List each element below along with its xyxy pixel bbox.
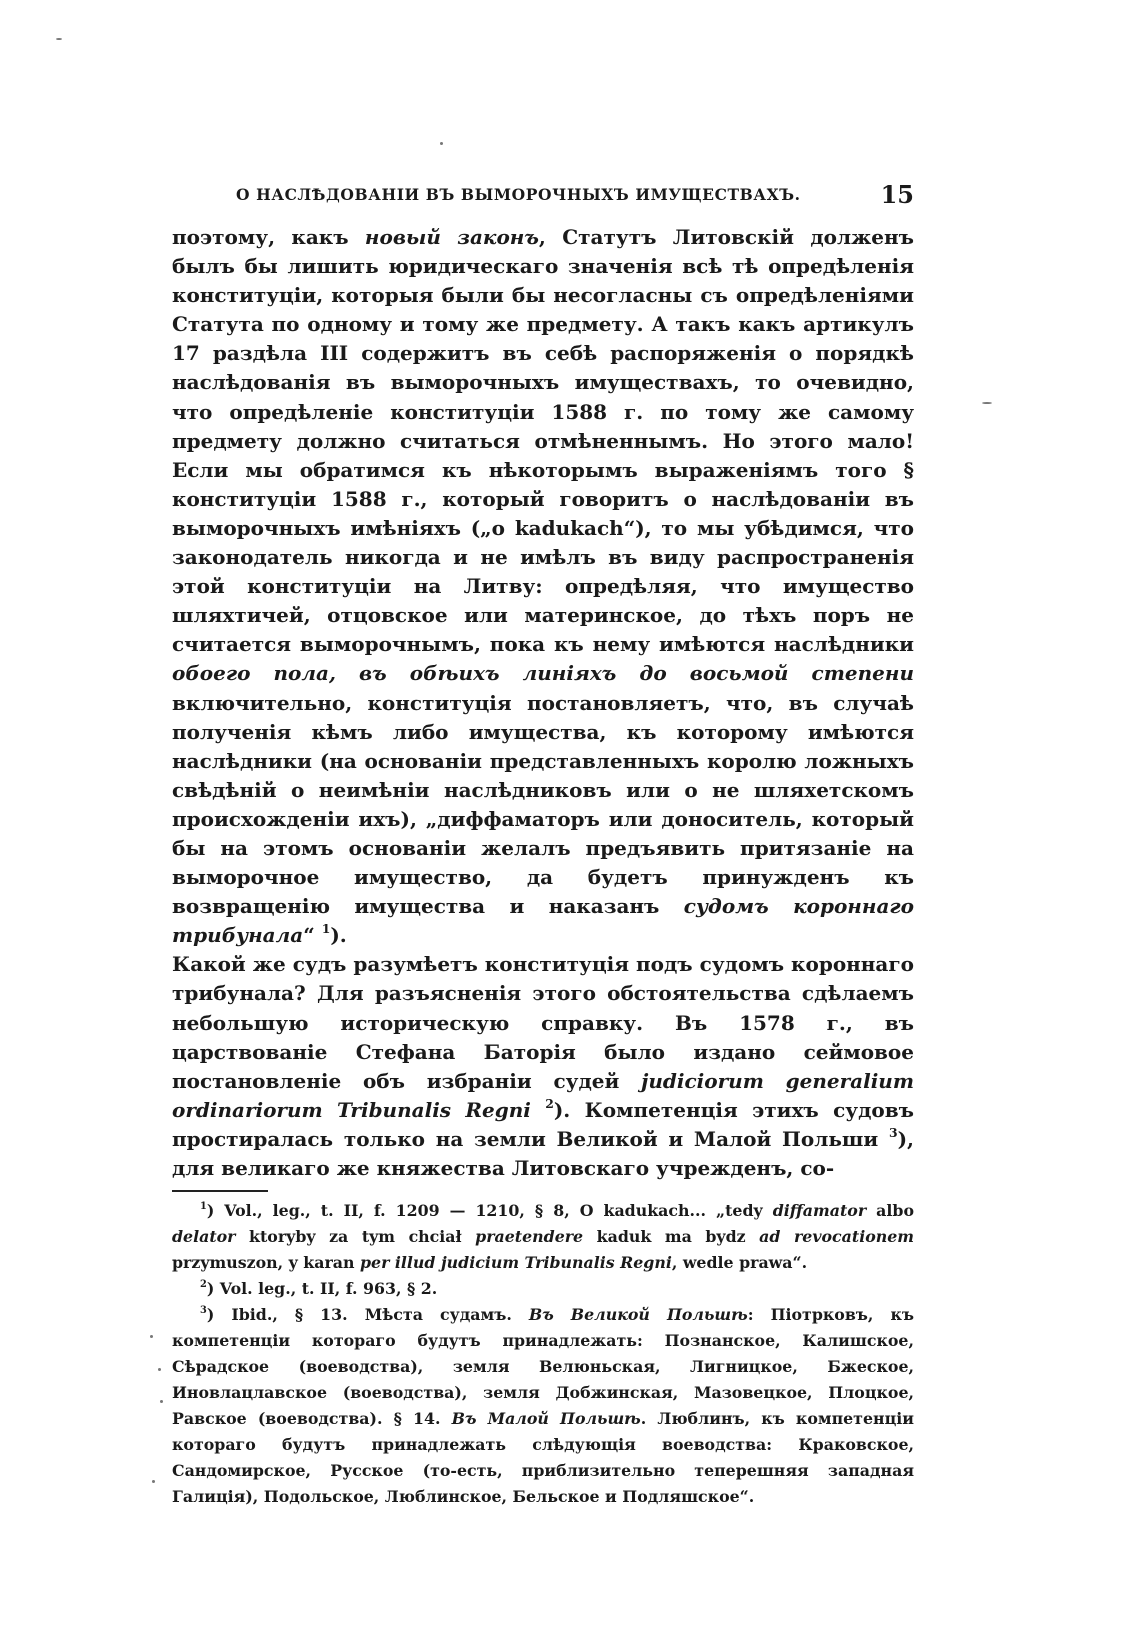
footnote-1: $^1$) Vol., leg., t. II, f. 1209 — 1210, § 8, O kadukach... „tedy diffamator albo delator ktoryby za tym chciał praetendere kaduk ma bydz ad revocationem przymuszon, y karan per illud judicium Tribunalis Regni, wedle prawa“. [172,1200,914,1273]
scan-speck [150,1335,153,1338]
scan-speck [56,38,62,40]
scan-speck [982,402,992,404]
footnotes [172,1198,914,1510]
paragraph-1: поэтому, какъ новый законъ, Статутъ Литовскій долженъ былъ бы лишить юридическаго значенія всѣ тѣ опредѣленія конституціи, которыя были бы несогласны съ опредѣленіями Статута по одному и тому же предмету. А такъ какъ артикулъ 17 раздѣла III содержитъ въ себѣ распоряженія о порядкѣ наслѣдованія въ выморочныхъ имуществахъ, то очевидно, что опредѣленіе конституціи 1588 г. по тому же самому предмету должно считаться отмѣненнымъ. Но этого мало! Если мы обратимся къ нѣкоторымъ выраженіямъ того § конституціи 1588 г., который говоритъ о наслѣдованіи въ выморочныхъ имѣніяхъ („o kadukach“), то мы убѣдимся, что законодатель никогда и не имѣлъ въ виду распространенія этой конституціи на Литву: опредѣляя, что имущество шляхтичей, отцовское или материнское, до тѣхъ поръ не считается выморочнымъ, пока къ нему имѣются наслѣдники обоего пола, въ обѣихъ линіяхъ до восьмой степени включительно, конституція постановляетъ, что, въ случаѣ полученія кѣмъ либо имущества, къ которому имѣются наслѣдники (на основаніи представленныхъ королю ложныхъ свѣдѣній о неимѣніи наслѣдниковъ или о не шляхетскомъ происхожденіи ихъ), „диффаматоръ или доноситель, который бы на этомъ основаніи желалъ предъявить притязаніе на выморочное имущество, да будетъ принужденъ къ возвращенію имущества и наказанъ судомъ короннаго трибунала“ $^1$). [172,225,915,948]
scan-speck [160,1400,163,1403]
scan-speck [152,1480,155,1483]
footnote-3: $^3$) Ibid., § 13. Мѣста судамъ. Въ Великой Польшѣ: Піотрковъ, къ компетенціи котораго будутъ принадлежать: Познанское, Калишское, Сѣрадское (воеводства), земля Велюньская, Лигницкое, Бжеское, Иновлацлавское (воеводства), земля Добжинская, Мазовецкое, Плоцкое, Равское (воеводства). § 14. Въ Малой Польшѣ. Люблинъ, къ компетенціи котораго будутъ принадлежать слѣдующія воеводства: Краковское, Сандомирское, Русское (то-есть, приблизительно теперешняя западная Галиція), Подольское, Люблинское, Бельское и Подляшское“. [172,1304,914,1507]
footnote-separator [172,1190,268,1192]
running-head [172,180,914,213]
footnote-2: $^2$) Vol. leg., t. II, f. 963, § 2. [200,1278,438,1299]
body-text [172,223,914,1183]
footnote-ref-2[interactable]: 2 [545,1095,554,1111]
book-page [172,180,915,1510]
paragraph-2: Какой же судъ разумѣетъ конституція подъ судомъ короннаго трибунала? Для разъясненія этого обстоятельства сдѣлаемъ небольшую историческую справку. Въ 1578 г., въ царствованіе Стефана Баторія было издано сеймовое постановленіе объ избраніи судей judiciorum generalium ordinariorum Tribunalis Regni $^2$). Компетенція этихъ судовъ простиралась только на земли Великой и Малой Польши $^3$), для великаго же княжества Литовскаго учрежденъ, со- [172,952,915,1180]
running-title: О НАСЛѢДОВАНІИ ВЪ ВЫМОРОЧНЫХЪ ИМУЩЕСТВАХЪ. [236,185,801,204]
scan-speck [158,1368,161,1371]
footnote-ref-1[interactable]: 1 [321,921,331,937]
page-number: 15 [880,180,914,209]
scan-speck [440,142,443,145]
footnote-ref-3[interactable]: 3 [888,1125,898,1141]
